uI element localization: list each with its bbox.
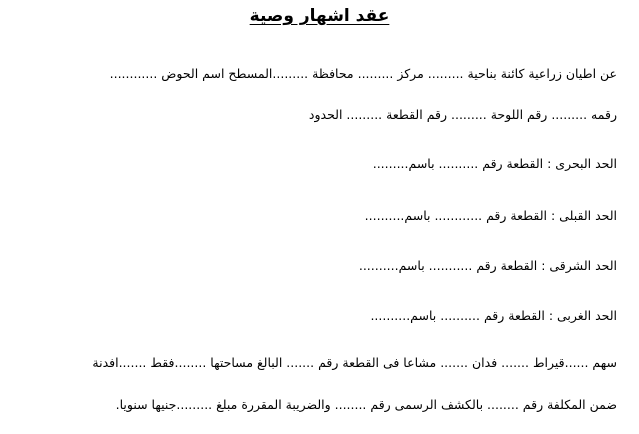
tax-assessment-line: ضمن المكلفة رقم ........ بالكشف الرسمى رقم ........ والضريبة المقررة مبلغ .........جنيها سنويا. <box>115 397 617 412</box>
document-title <box>0 6 639 26</box>
east-boundary-line: الحد الشرقى : القطعة رقم ........... باسم.......... <box>358 258 617 273</box>
west-boundary-line: الحد الغربى : القطعة رقم .......... باسم.......... <box>370 308 617 323</box>
document-title-text: عقد اشهار وصية <box>249 6 390 26</box>
south-boundary-line: الحد القبلى : القطعة رقم ............ باسم.......... <box>364 208 617 223</box>
shares-area-line: سهم ......قيراط ....... فدان ....... مشاعا فى القطعة رقم ....... البالغ مساحتها ........فقط .......افدنة <box>92 355 617 370</box>
parcel-number-line: رقمه ......... رقم اللوحة ......... رقم القطعة ......... الحدود <box>308 107 617 122</box>
land-location-line: عن اطيان زراعية كائنة بناحية ......... مركز ......... محافظة .........المسطح اسم الحوض ............ <box>109 66 617 81</box>
north-boundary-line: الحد البحرى : القطعة رقم .......... باسم......... <box>372 156 617 171</box>
